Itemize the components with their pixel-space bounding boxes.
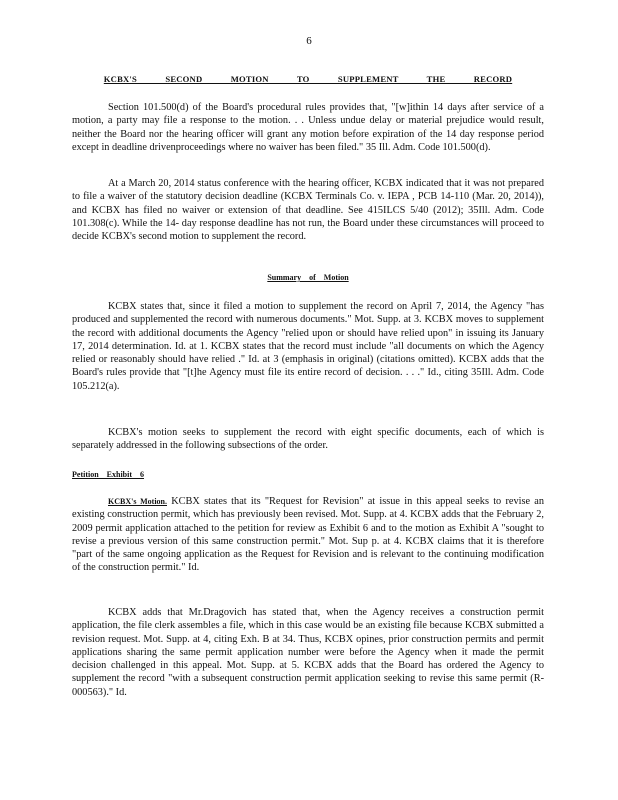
summary-of-motion-heading: Summary of Motion xyxy=(267,273,349,282)
paragraph-dragovich: KCBX adds that Mr.Dragovich has stated that, when the Agency receives a construction permit application, the file clerk assembles a file, which in this case would be an existing file because KCBX submitted a revision request. Mot. Supp. at 4, citing Exh. B at 34. Thus, KCBX opines, prior construction permits and permit applications sharing the same permit application number were before the Agency when it made the permit decision challenged in this appeal. Mot. Supp. at 5. KCBX adds that the Board has ordered the Agency to supplement the record "with a subsequent construction permit application seeking to revise this same permit (R-000563)." Id. xyxy=(72,607,544,698)
paragraph-kcbx-motion xyxy=(72,495,544,575)
paragraph-status-conference: At a March 20, 2014 status conference with the hearing officer, KCBX indicated that it was not prepared to file a waiver of the statutory decision deadline (KCBX Terminals Co. v. IEPA , PCB 14-110 (Mar. 20, 2014)), and KCBX has filed no waiver or extension of that deadline. See 415ILCS 5/40 (2012); 35Ill. Adm. Code 101.308(c). While the 14- day response deadline has not run, the Board under these circumstances will proceed to decide KCBX's second motion to supplement the record. xyxy=(72,178,544,243)
paragraph-kcbx-states: KCBX states that, since it filed a motion to supplement the record on April 7, 2014, the Agency "has produced and supplemented the record with numerous documents." Mot. Supp. at 3. KCBX moves to supplement the record with additional documents the Agency "relied upon or should have relied upon" in issuing its January 17, 2014 determination. Id. at 1. KCBX states that the record must include "all documents on which the Agency relied or reasonably should have relied ." Id. at 3 (emphasis in original) (citations omitted). KCBX adds that the Board's rules provide that "[t]he Agency must file its entire record of decision. . . ." Id., citing 35Ill. Adm. Code 105.212(a). xyxy=(72,301,544,392)
paragraph-eight-documents: KCBX's motion seeks to supplement the record with eight specific documents, each of which is separately addressed in the following subsections of the order. xyxy=(72,427,544,452)
section-heading: KCBX'S SECOND MOTION TO SUPPLEMENT THE RECORD xyxy=(103,74,513,84)
petition-exhibit-6-heading: Petition Exhibit 6 xyxy=(72,470,145,479)
page-number: 6 xyxy=(306,35,312,47)
kcbx-motion-text: KCBX states that its "Request for Revision" at issue in this appeal seeks to revise an existing construction permit, which has previously been revised. Mot. Supp. at 4. KCBX adds that the February 2, 2009 permit application attached to the petition for review as Exhibit 6 and to the motion as Exhibit A "sought to revise a previous version of this same construction permit." Mot. Sup p. at 4. KCBX claims that it is therefore "part of the same ongoing application as the Request for Revision and is relevant to the continuing modification of the construction permit." Id. xyxy=(72,496,544,574)
paragraph-101500d: Section 101.500(d) of the Board's procedural rules provides that, "[w]ithin 14 days after service of a motion, a party may file a response to the motion. . . Unless undue delay or material prejudice would result, neither the Board nor the hearing officer will grant any motion before expiration of the 14 day response period except in deadline drivenproceedings where no waiver has been filed." 35 Ill. Adm. Code 101.500(d). xyxy=(72,102,544,153)
kcbx-motion-runin: KCBX's Motion. xyxy=(108,497,167,506)
